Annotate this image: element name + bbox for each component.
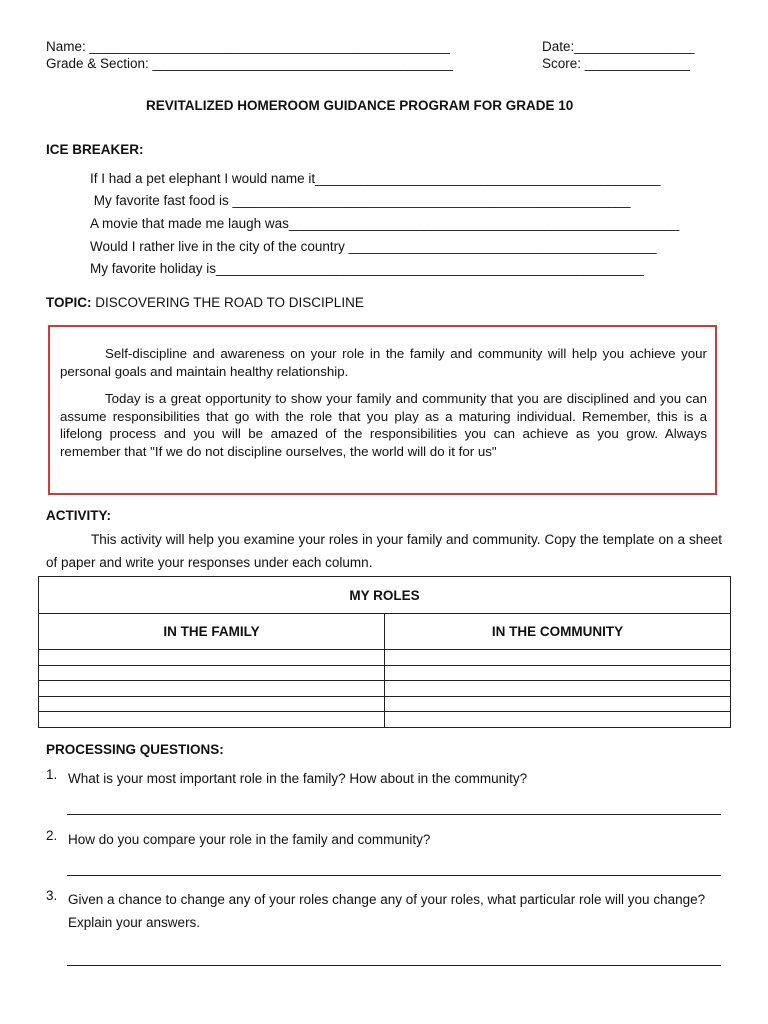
box-paragraph-2 [60, 390, 707, 460]
activity-heading: ACTIVITY: [46, 508, 111, 523]
box-paragraph-1 [60, 345, 707, 380]
box-paragraph-1-text: Self-discipline and awareness on your role in the family and community will help you achieve your personal goals and maintain healthy relationship. [60, 346, 707, 379]
community-cell[interactable] [385, 681, 731, 697]
question-number: 3. [46, 888, 58, 903]
topic-line [46, 295, 364, 311]
grade-section-field[interactable]: Grade & Section: ________________________________________ [46, 56, 453, 71]
processing-heading: PROCESSING QUESTIONS: [46, 742, 224, 757]
table-row [39, 696, 731, 712]
question-number: 1. [46, 767, 58, 782]
answer-line[interactable] [67, 965, 721, 966]
family-cell[interactable] [39, 665, 385, 681]
page-title: REVITALIZED HOMEROOM GUIDANCE PROGRAM FOR GRADE 10 [146, 98, 574, 113]
table-row [39, 650, 731, 666]
column-header-family: IN THE FAMILY [39, 614, 385, 650]
ice-breaker-heading: ICE BREAKER: [46, 142, 144, 157]
activity-intro [46, 528, 722, 574]
column-header-community: IN THE COMMUNITY [385, 614, 731, 650]
answer-line[interactable] [67, 875, 721, 876]
ice-breaker-item[interactable]: Would I rather live in the city of the country _________________________________________ [90, 239, 657, 254]
name-field[interactable]: Name: ________________________________________________ [46, 39, 450, 54]
ice-breaker-item[interactable]: My favorite fast food is _____________________________________________________ [90, 193, 631, 208]
score-field[interactable]: Score: ______________ [542, 56, 690, 71]
community-cell[interactable] [385, 650, 731, 666]
date-field[interactable]: Date:________________ [542, 39, 695, 54]
table-row [39, 681, 731, 697]
family-cell[interactable] [39, 696, 385, 712]
topic-label: TOPIC: [46, 295, 92, 310]
family-cell[interactable] [39, 650, 385, 666]
community-cell[interactable] [385, 712, 731, 728]
question-text: What is your most important role in the family? How about in the community? [68, 771, 528, 786]
community-cell[interactable] [385, 665, 731, 681]
question-number: 2. [46, 828, 58, 843]
answer-line[interactable] [67, 814, 721, 815]
my-roles-table [38, 576, 731, 728]
community-cell[interactable] [385, 696, 731, 712]
table-title: MY ROLES [39, 577, 731, 614]
box-paragraph-2-text: Today is a great opportunity to show your family and community that you are disciplined and you can assume responsibilities that go with the role that you play as a maturing individual. Remember, this is a lifelong process and you will be amazed of the responsibilities you can achieve as you grow. Always remember that "If we do not discipline ourselves, the world will do it for us" [60, 391, 707, 459]
topic-text: DISCOVERING THE ROAD TO DISCIPLINE [91, 295, 364, 310]
family-cell[interactable] [39, 681, 385, 697]
question-text: How do you compare your role in the family and community? [68, 832, 431, 847]
table-row [39, 665, 731, 681]
ice-breaker-item[interactable]: If I had a pet elephant I would name it______________________________________________ [90, 171, 661, 186]
ice-breaker-item[interactable]: A movie that made me laugh was____________________________________________________ [90, 216, 680, 231]
activity-intro-text: This activity will help you examine your roles in your family and community. Copy the template on a sheet of paper and write your responses under each column. [46, 532, 722, 570]
table-row [39, 712, 731, 728]
ice-breaker-item[interactable]: My favorite holiday is_________________________________________________________ [90, 261, 645, 276]
question-text: Given a chance to change any of your roles change any of your roles, what particular role will you change? Explain your answers. [68, 892, 706, 930]
family-cell[interactable] [39, 712, 385, 728]
